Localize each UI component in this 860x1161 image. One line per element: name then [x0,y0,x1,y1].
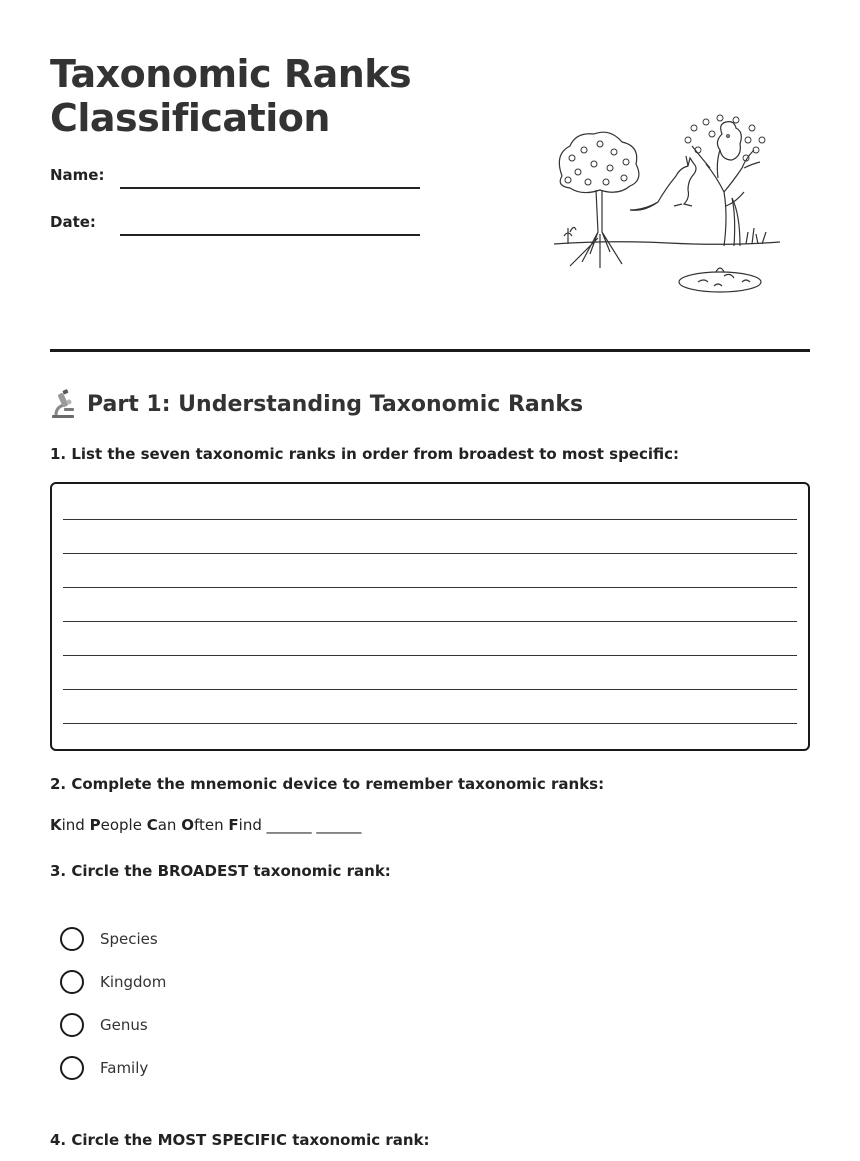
header-divider [50,349,810,352]
option-genus[interactable] [60,1012,148,1038]
question-3-prompt: 3. Circle the BROADEST taxonomic rank: [50,862,391,880]
answer-line[interactable] [63,621,797,622]
page-title [50,52,411,140]
option-family[interactable] [60,1055,148,1081]
radio-circle[interactable] [60,1013,84,1037]
mnemonic-blank[interactable]: ______ [266,816,312,834]
option-label: Genus [100,1016,148,1034]
answer-line[interactable] [63,689,797,690]
mnemonic-blank[interactable]: ______ [316,816,362,834]
part1-heading [50,388,583,420]
radio-circle[interactable] [60,970,84,994]
name-input-line[interactable] [120,187,420,189]
option-label: Family [100,1059,149,1077]
answer-line[interactable] [63,553,797,554]
option-label: Kingdom [100,973,167,991]
question-4-prompt: 4. Circle the MOST SPECIFIC taxonomic rank: [50,1131,430,1149]
answer-line[interactable] [63,519,797,520]
radio-circle[interactable] [60,1056,84,1080]
answer-line[interactable] [63,655,797,656]
mnemonic-word: People [89,816,142,834]
mnemonic-word: Find [228,816,262,834]
mnemonic-word: Often [181,816,224,834]
answer-line[interactable] [63,587,797,588]
trees-kangaroo-illustration [548,106,788,298]
mnemonic-sentence [50,816,361,834]
question-1-prompt: 1. List the seven taxonomic ranks in order from broadest to most specific: [50,445,680,463]
date-field[interactable] [50,213,420,237]
title-line-1: Taxonomic Ranks [50,52,412,96]
answer-line[interactable] [63,723,797,724]
title-line-2: Classification [50,96,330,140]
option-label: Species [100,930,158,948]
mnemonic-word: Kind [50,816,85,834]
microscope-icon [50,389,76,419]
radio-circle[interactable] [60,927,84,951]
name-label: Name: [50,166,105,184]
date-input-line[interactable] [120,234,420,236]
name-field[interactable] [50,166,420,190]
option-kingdom[interactable] [60,969,166,995]
question-1-answer-box[interactable] [50,482,810,751]
part1-title: Part 1: Understanding Taxonomic Ranks [87,391,584,417]
mnemonic-word: Can [146,816,177,834]
date-label: Date: [50,213,96,231]
option-species[interactable] [60,926,158,952]
question-2-prompt: 2. Complete the mnemonic device to remember taxonomic ranks: [50,775,605,793]
